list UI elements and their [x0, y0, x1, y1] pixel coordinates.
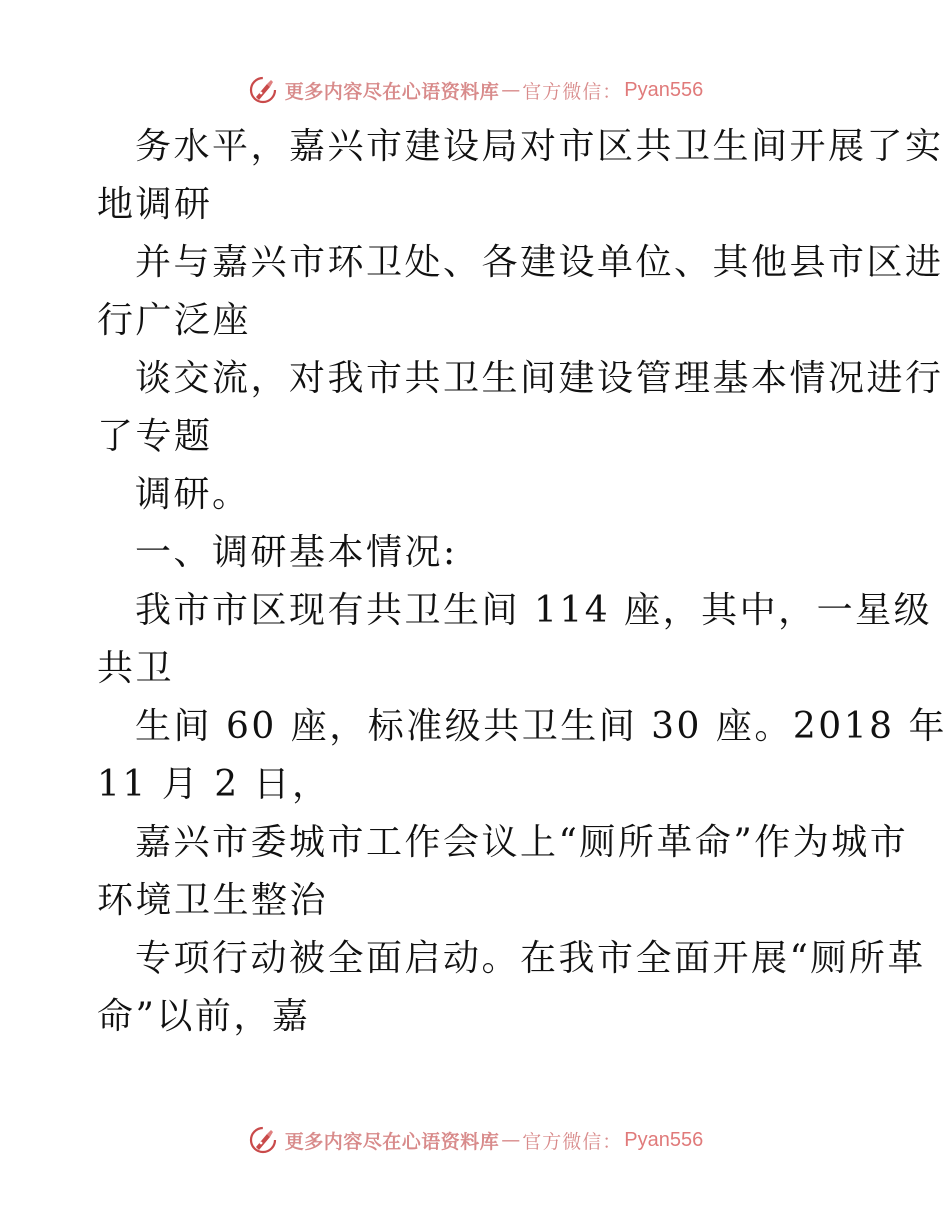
watermark-site-text: 更多内容尽在心语资料库	[284, 1130, 500, 1153]
text-line: 专项行动被全面启动。在我市全面开展“厕所革	[135, 938, 926, 979]
watermark-dash: —	[501, 79, 521, 101]
header-watermark	[0, 70, 950, 110]
text-line: 11 月 2 日，	[97, 764, 331, 805]
text-line: 环境卫生整治	[97, 880, 329, 921]
text-line: 我市市区现有共卫生间 114 座，其中，一星级	[135, 590, 933, 631]
text-line: 嘉兴市委城市工作会议上“厕所革命”作为城市	[135, 822, 909, 863]
section-heading: 一、调研基本情况:	[135, 532, 458, 573]
text-line: 生间 60 座，标准级共卫生间 30 座。2018 年	[135, 706, 947, 747]
document-body	[97, 118, 947, 1046]
footer-watermark	[0, 1120, 950, 1160]
text-line: 命”以前，嘉	[97, 996, 311, 1037]
text-line: 务水平，嘉兴市建设局对市区共卫生间开展了实	[135, 126, 944, 167]
text-line: 共卫	[97, 648, 175, 689]
pen-nib-swirl-icon	[247, 74, 279, 106]
watermark-dash: —	[501, 1129, 521, 1151]
pen-nib-swirl-icon	[247, 1124, 279, 1156]
text-line: 了专题	[97, 416, 213, 457]
text-line: 谈交流，对我市共卫生间建设管理基本情况进行	[135, 358, 944, 399]
watermark-wechat-id: Pyan556	[624, 78, 704, 101]
watermark-wechat-id: Pyan556	[624, 1128, 704, 1151]
text-line: 行广泛座	[97, 300, 252, 341]
text-line: 并与嘉兴市环卫处、各建设单位、其他县市区进	[135, 242, 944, 283]
text-line: 调研。	[135, 474, 251, 515]
watermark-official-text: 官方微信：	[522, 80, 623, 103]
watermark-site-text: 更多内容尽在心语资料库	[284, 80, 500, 103]
text-line: 地调研	[97, 184, 213, 225]
watermark-official-text: 官方微信：	[522, 1130, 623, 1153]
